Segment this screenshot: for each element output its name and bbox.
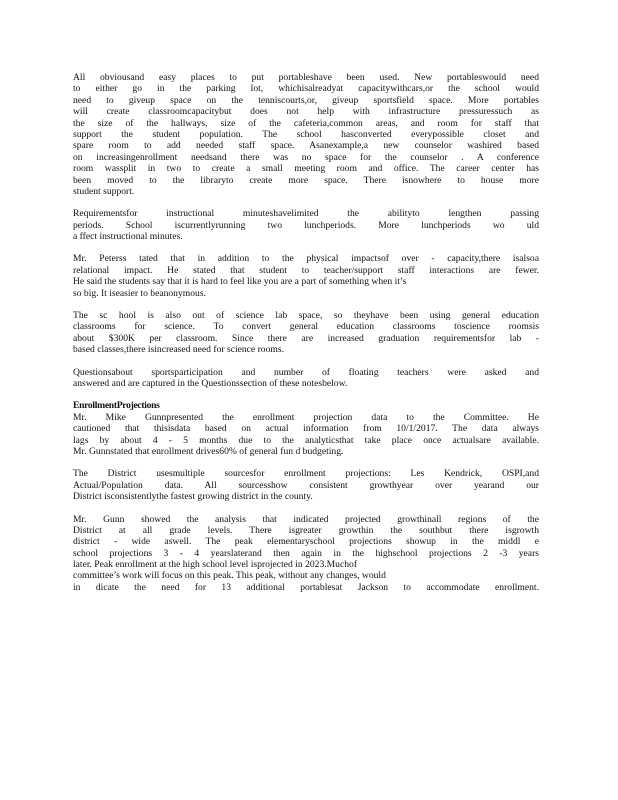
text-line: answered and are captured in the Questionssection of these notesbelow. — [73, 377, 348, 389]
text-line: the size of the hallways, size of the cafeteria,common areas, and room for staff that — [73, 117, 539, 129]
text-line: Mr. Gunnstated that enrollment drives60% of general fun d budgeting. — [73, 445, 344, 457]
paragraph-portables — [73, 72, 539, 197]
text-line: Mr. Mike Gunnpresented the enrollment projection data to the Committee. He — [73, 411, 539, 423]
document-body — [73, 72, 539, 593]
text-line: based classes,there isincreased need for science rooms. — [73, 344, 284, 356]
text-line: Questionsabout sportsparticipation and number of floating teachers were asked and — [73, 366, 539, 378]
text-line: periods. School iscurrentlyrunning two lunchperiods. More lunchperiods wo uld — [73, 219, 539, 231]
section-heading: EnrollmentProjections — [73, 400, 160, 412]
text-line: lags by about 4 - 5 months due to the analyticsthat take place once actualsare available. — [73, 434, 539, 446]
text-line: need to giveup space on the tenniscourts,or, giveup sportsfield space. More portables — [73, 94, 539, 106]
text-line: committee’s work will focus on this peak. This peak, without any changes, would — [73, 570, 386, 582]
text-line: to either go in the parking lot, whichisalreadyat capacitywithcars,or the school would — [73, 83, 539, 95]
section-enrollment-projections — [73, 400, 539, 457]
text-line: a ffect instructional minutes. — [73, 231, 183, 243]
text-line: Mr. Gunn showed the analysis that indicated projected growthinall regions of the — [73, 513, 539, 525]
paragraph-instructional-minutes — [73, 208, 539, 242]
text-line: The sc hool is also out of science lab space, so theyhave been using general education — [73, 310, 539, 322]
text-line: classrooms for science. To convert general education classrooms toscience roomsis — [73, 321, 539, 333]
text-line: will create classroomcapacitybut does not help with infrastructure pressuressuch as — [73, 106, 539, 118]
text-line: been moved to the libraryto create more space. There isnowhere to house more — [73, 174, 539, 186]
paragraph-questions — [73, 367, 539, 390]
text-line: spare room to add needed staff space. Asanexample,a new counselor washired based — [73, 140, 539, 152]
text-line: support the student population. The school hasconverted everypossible closet and — [73, 128, 539, 140]
text-line: district - wide aswell. The peak elementaryschool projections showup in the middl e — [73, 536, 539, 548]
text-line: District isconsistentlythe fastest growing district in the county. — [73, 491, 313, 503]
paragraph-sources — [73, 468, 539, 502]
text-line: All obviousand easy places to put portableshave been used. New portableswould need — [73, 72, 539, 83]
text-line: school projections 3 - 4 yearslaterand then again in the highschool projections 2 -3 years — [73, 547, 539, 559]
paragraph-science-labs — [73, 310, 539, 356]
text-line: He said the students say that it is hard to feel like you are a part of something when it’s — [73, 276, 407, 288]
text-line: on increasingenrollment needsand there was no space for the counselor . A conference — [73, 151, 539, 163]
text-line: about $300K per classroom. Since there are increased graduation requirementsfor lab - — [73, 332, 539, 344]
text-line: room wassplit in two to create a small meeting room and office. The career center has — [73, 163, 539, 175]
paragraph-relational-impact — [73, 253, 539, 299]
text-line: District at all grade levels. There isgreater growthin the southbut there isgrowth — [73, 524, 539, 536]
text-line: cautioned that thisisdata based on actual information from 10/1/2017. The data always — [73, 423, 539, 435]
paragraph-growth-analysis — [73, 514, 539, 594]
text-line: relational impact. He stated that student to teacher/support staff interactions are fewer. — [73, 264, 539, 276]
text-line: Actual/Population data. All sourcesshow consistent growthyear over yearand our — [73, 479, 539, 491]
text-line: so big. It iseasier to beanonymous. — [73, 287, 206, 299]
text-line: The District usesmultiple sourcesfor enrollment projections: Les Kendrick, OSPI,and — [73, 468, 539, 480]
text-line: Mr. Peterss tated that in addition to the physical impactsof over - capacity,there isalsoa — [73, 253, 539, 265]
text-line: student support. — [73, 185, 135, 197]
text-line: Requirementsfor instructional minuteshavelimited the abilityto lengthen passing — [73, 208, 539, 220]
text-line: later. Peak enrollment at the high school level isprojected in 2023.Muchof — [73, 559, 358, 571]
text-line: in dicate the need for 13 additional portablesat Jackson to accommodate enrollment. — [73, 581, 539, 593]
